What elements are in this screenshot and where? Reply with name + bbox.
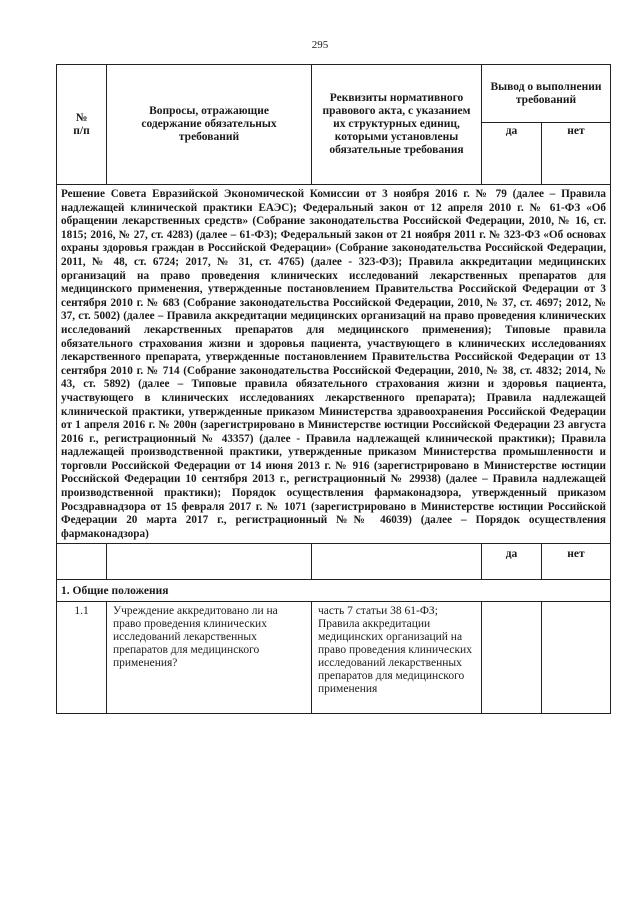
header-no-label: нет bbox=[567, 125, 585, 137]
page-number: 295 bbox=[311, 39, 329, 51]
table-header-row bbox=[57, 65, 611, 123]
header-questions bbox=[107, 65, 312, 185]
header-conclusion bbox=[482, 65, 611, 123]
header-conclusion-label: Вывод о выполнении требований bbox=[490, 80, 602, 106]
header-requisites-label: Реквизиты нормативного правового акта, с указанием их структурных единиц, которыми установлены обязательные требования bbox=[322, 92, 471, 156]
header-no bbox=[542, 123, 611, 185]
row-requisite: часть 7 статьи 38 61-ФЗ; Правила аккредитации медицинских организаций на право проведения клинических исследований лекарственных препаратов для медицинского применения bbox=[312, 602, 482, 714]
subheader-empty-question bbox=[107, 544, 312, 580]
subheader-no bbox=[542, 544, 611, 580]
row-number: 1.1 bbox=[57, 602, 107, 714]
subheader-yes-label: да bbox=[505, 548, 518, 561]
requirements-table bbox=[56, 64, 611, 714]
row-no-cell[interactable] bbox=[542, 602, 611, 714]
row-yes-cell[interactable] bbox=[482, 602, 542, 714]
subheader-empty-num bbox=[57, 544, 107, 580]
subheader-empty-requisite bbox=[312, 544, 482, 580]
section-title: 1. Общие положения bbox=[57, 580, 611, 602]
yes-no-subheader-row bbox=[57, 544, 611, 580]
table-row bbox=[57, 602, 611, 714]
header-yes-label: да bbox=[505, 125, 518, 137]
row-question: Учреждение аккредитовано ли на право проведения клинических исследований лекарственных препаратов для медицинского применения? bbox=[107, 602, 312, 714]
subheader-no-label: нет bbox=[567, 548, 585, 561]
header-questions-label: Вопросы, отражающие содержание обязательных требований bbox=[141, 105, 277, 143]
header-num bbox=[57, 65, 107, 185]
header-yes bbox=[482, 123, 542, 185]
legal-basis-text: Решение Совета Евразийской Экономической Комиссии от 3 ноября 2016 г. № 79 (далее – Правила надлежащей клинической практики ЕАЭС); Федеральный закон от 12 апреля 2010 г. № 61-ФЗ «Об обращении лекарственных средств» (Собрание законодательства Российской Федерации, 2010, № 16, ст. 1815; 2016, № 27, ст. 4283) (далее – 61-ФЗ); Федеральный закон от 21 ноября 2011 г. № 323-ФЗ «Об основах охраны здоровья граждан в Российской Федерации» (Собрание законодательства Российской Федерации, 2011, № 48, ст. 6724; 2017, № 31, ст. 4765) (далее - 323-ФЗ); Правила аккредитации медицинских организаций на право проведения клинических исследований лекарственных препаратов для медицинского применения, утвержденные постановлением Правительства Российской Федерации от 3 сентября 2010 г. № 683 (Собрание законодательства Российской Федерации, 2010, № 37, ст. 4697; 2012, № 37, ст. 5002) (далее – Правила аккредитации медицинских организаций на право проведения клинических исследований лекарственных препаратов для медицинского применения); Типовые правила обязательного страхования жизни и здоровья пациента, участвующего в клинических исследованиях лекарственного препарата, утвержденные постановлением Правительства Российской Федерации от 13 сентября 2010 г. № 714 (Собрание законодательства Российской Федерации, 2010, № 38, ст. 4832; 2014, № 43, ст. 5892) (далее – Типовые правила обязательного страхования жизни и здоровья пациента, участвующего в клинических исследованиях лекарственного препарата); Правила надлежащей клинической практики, утвержденные приказом Министерства здравоохранения Российской Федерации от 1 апреля 2016 г. № 200н (зарегистрировано в Министерстве юстиции Российской Федерации 23 августа 2016 г., регистрационный № 43357) (далее - Правила надлежащей клинической практики); Правила надлежащей производственной практики, утвержденные приказом Министерства промышленности и торговли Российской Федерации от 14 июня 2013 г. № 916 (зарегистрировано в Министерстве юстиции Российской Федерации 10 сентября 2013 г., регистрационный № 29938) (далее – Правила надлежащей производственной практики); Порядок осуществления фармаконадзора, утвержденный приказом Росздравнадзора от 15 февраля 2017 г. № 1071 (зарегистрировано в Министерстве юстиции Российской Федерации 20 марта 2017 г., регистрационный №№ 46039) (далее – Порядок осуществления фармаконадзора) bbox=[57, 185, 611, 544]
header-requisites bbox=[312, 65, 482, 185]
subheader-yes bbox=[482, 544, 542, 580]
section-row bbox=[57, 580, 611, 602]
header-num-label: № п/п bbox=[73, 111, 90, 137]
legal-basis-row bbox=[57, 185, 611, 544]
